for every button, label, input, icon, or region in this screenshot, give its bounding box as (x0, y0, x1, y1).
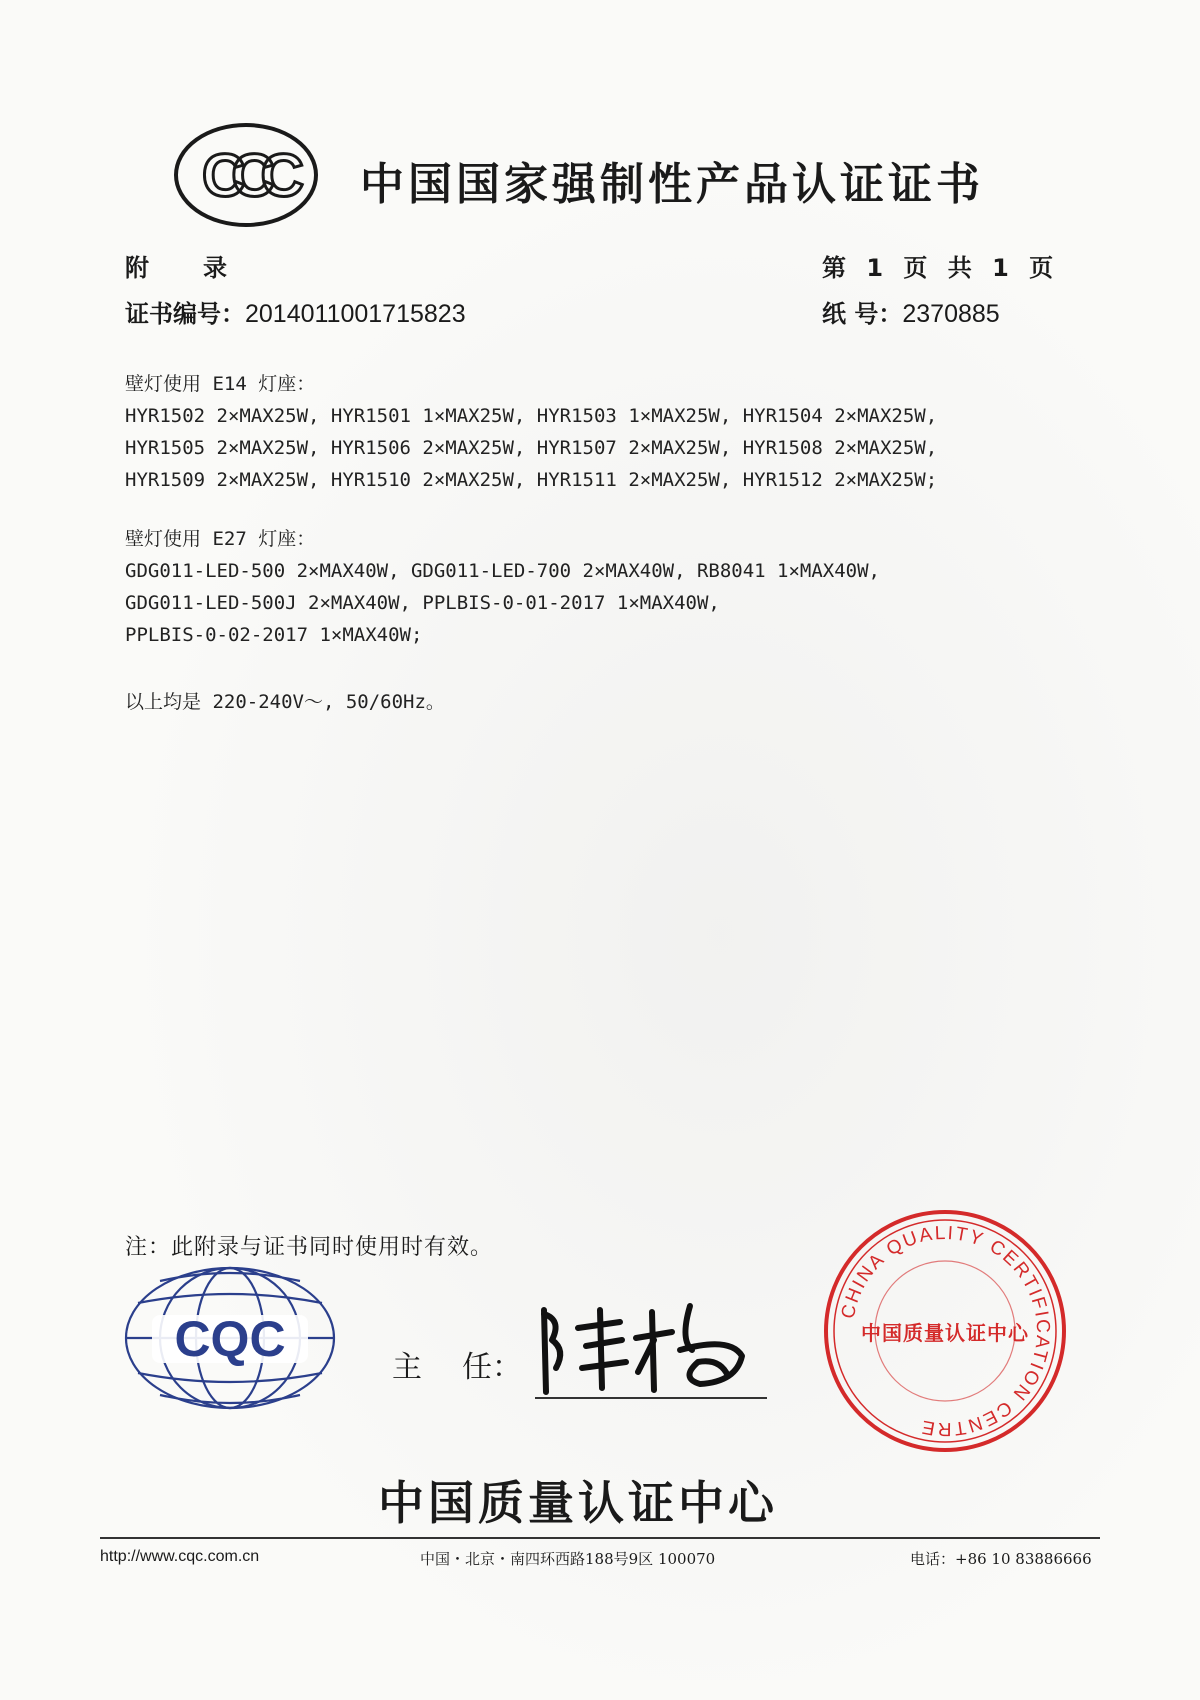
signature-line (535, 1397, 767, 1399)
model-line: GDG011-LED-500 2×MAX40W, GDG011-LED-700 2×MAX40W, RB8041 1×MAX40W, (125, 560, 880, 582)
model-line: PPLBIS-0-02-2017 1×MAX40W; (125, 624, 423, 646)
model-line: HYR1505 2×MAX25W, HYR1506 2×MAX25W, HYR1507 2×MAX25W, HYR1508 2×MAX25W, (125, 437, 938, 459)
section-heading: 壁灯使用 E14 灯座： (125, 373, 316, 395)
certificate-number: 证书编号：2014011001715823 (125, 300, 466, 328)
validity-note: 注：此附录与证书同时使用时有效。 (125, 1235, 494, 1260)
footer-divider (100, 1537, 1100, 1539)
director-signature (530, 1280, 760, 1400)
model-line: HYR1509 2×MAX25W, HYR1510 2×MAX25W, HYR1511 2×MAX25W, HYR1512 2×MAX25W; (125, 469, 938, 491)
paper-number-value: 2370885 (902, 300, 1000, 328)
footer-phone: 电话：+86 10 83886666 (910, 1550, 1092, 1568)
certificate-number-value: 2014011001715823 (245, 300, 466, 328)
seal-outer-text: CHINA QUALITY CERTIFICATION CENTRE (837, 1222, 1054, 1440)
director-label: 主 任： (392, 1350, 522, 1385)
page-count: 第 1 页 共 1 页 (822, 254, 1060, 282)
footer-address: 中国・北京・南四环西路188号9区 100070 (420, 1550, 716, 1568)
section-heading: 壁灯使用 E27 灯座： (125, 528, 316, 550)
section-e14 (125, 368, 1085, 496)
model-line: HYR1502 2×MAX25W, HYR1501 1×MAX25W, HYR1503 1×MAX25W, HYR1504 2×MAX25W, (125, 405, 938, 427)
cqc-logo-text: CQC (174, 1311, 286, 1367)
seal-inner-text: 中国质量认证中心 (861, 1321, 1029, 1345)
paper-number: 纸 号：2370885 (822, 300, 1000, 328)
cqc-logo (120, 1263, 340, 1413)
section-e27 (125, 523, 1085, 651)
model-line: GDG011-LED-500J 2×MAX40W, PPLBIS-0-01-2017 1×MAX40W, (125, 592, 720, 614)
certificate-title: 中国国家强制性产品认证证书 (360, 159, 984, 210)
section-voltage (125, 686, 1085, 718)
voltage-line: 以上均是 220-240V～, 50/60Hz。 (125, 691, 445, 713)
ccc-logo (173, 122, 319, 228)
issuing-organization: 中国质量认证中心 (378, 1476, 778, 1530)
appendix-label: 附 录 (125, 254, 229, 282)
footer-website-link[interactable]: http://www.cqc.com.cn (100, 1548, 260, 1565)
ccc-logo-text: CCC (202, 142, 290, 209)
official-seal (822, 1208, 1068, 1454)
